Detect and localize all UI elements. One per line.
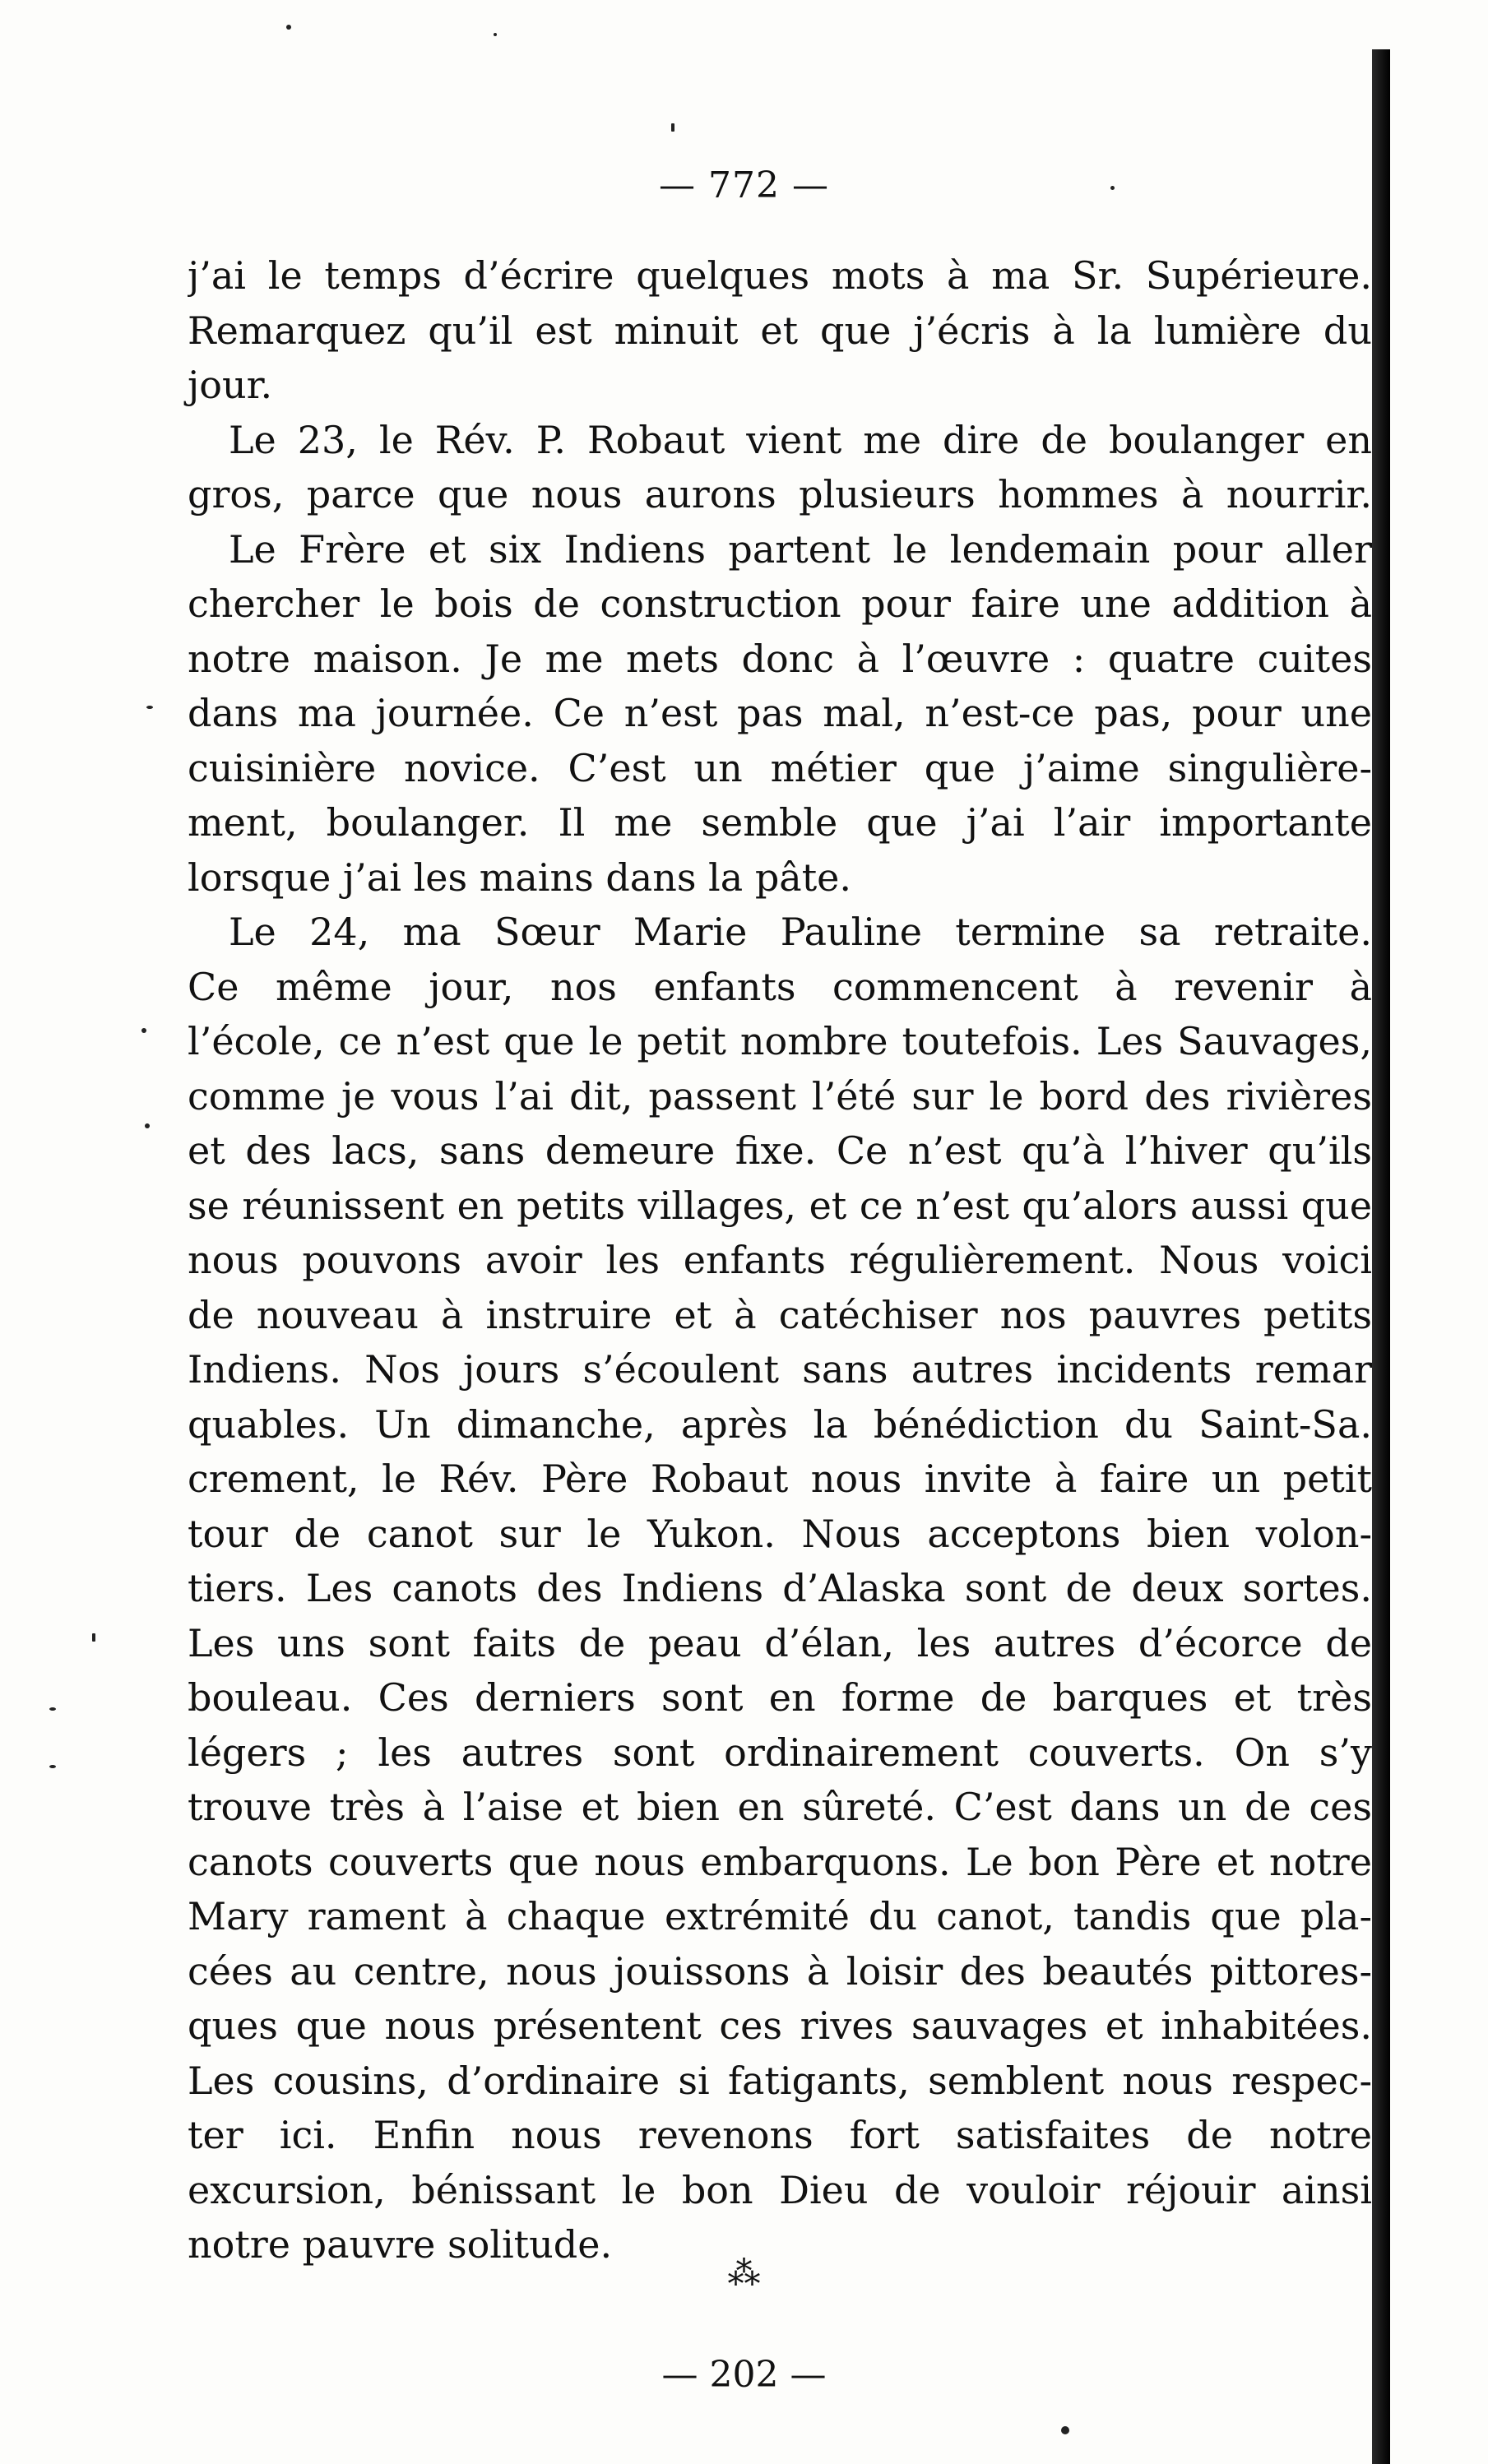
- text-line: Le 24, ma Sœur Marie Pauline termine sa retraite.: [229, 910, 1372, 954]
- text-line: légers ; les autres sont ordinairement couverts. On s’y: [188, 1730, 1372, 1775]
- text-line: et des lacs, sans demeure fixe. Ce n’est qu’à l’hiver qu’ils: [188, 1128, 1372, 1173]
- scan-speck: [92, 1633, 95, 1642]
- section-separator: ⁂: [727, 2255, 761, 2293]
- text-line: notre maison. Je me mets donc à l’œuvre : quatre cuites: [188, 636, 1372, 681]
- text-line: comme je vous l’ai dit, passent l’été sur le bord des rivières: [188, 1073, 1372, 1119]
- scan-speck: [146, 706, 153, 709]
- text-line: tour de canot sur le Yukon. Nous acceptons bien volon-: [188, 1511, 1372, 1556]
- text-line: Le Frère et six Indiens partent le lendemain pour aller: [229, 526, 1372, 572]
- scan-speck: [141, 1028, 146, 1033]
- text-line: de nouveau à instruire et à catéchiser nos pauvres petits: [188, 1292, 1372, 1337]
- text-line: Remarquez qu’il est minuit et que j’écris à la lumière du: [188, 308, 1372, 353]
- scan-speck: [145, 1123, 150, 1128]
- scan-speck: [494, 33, 497, 36]
- page-number-footer: — 202 —: [661, 2354, 827, 2396]
- text-line: quables. Un dimanche, après la bénédiction du Saint-Sa.: [188, 1401, 1372, 1447]
- text-line: trouve très à l’aise et bien en sûreté. C’est dans un de ces: [188, 1785, 1372, 1829]
- scan-speck: [671, 123, 674, 132]
- text-line: ment, boulanger. Il me semble que j’ai l’air importante: [188, 800, 1372, 845]
- text-line: Indiens. Nos jours s’écoulent sans autres incidents remar: [188, 1347, 1372, 1392]
- text-line: canots couverts que nous embarquons. Le bon Père et notre: [188, 1839, 1372, 1884]
- page-number-header: — 772 —: [659, 164, 829, 206]
- text-line: Ce même jour, nos enfants commencent à revenir à: [188, 964, 1372, 1009]
- text-line: dans ma journée. Ce n’est pas mal, n’est-ce pas, pour une: [188, 691, 1372, 735]
- text-line: j’ai le temps d’écrire quelques mots à ma Sr. Supérieure.: [188, 253, 1372, 298]
- text-line: jour.: [188, 363, 273, 407]
- scan-speck: [1061, 2426, 1069, 2434]
- text-line: lorsque j’ai les mains dans la pâte.: [188, 855, 852, 900]
- text-line: Mary rament à chaque extrémité du canot, tandis que pla-: [188, 1894, 1372, 1938]
- scan-speck: [286, 25, 291, 30]
- binding-shadow: [1372, 49, 1390, 2464]
- text-line: chercher le bois de construction pour faire une addition à: [188, 581, 1372, 626]
- text-line: bouleau. Ces derniers sont en forme de barques et très: [188, 1675, 1372, 1720]
- text-line: cuisinière novice. C’est un métier que j’aime singulière-: [188, 745, 1372, 790]
- text-line: excursion, bénissant le bon Dieu de vouloir réjouir ainsi: [188, 2167, 1372, 2212]
- text-line: cées au centre, nous jouissons à loisir des beautés pittores-: [188, 1948, 1372, 1994]
- text-line: tiers. Les canots des Indiens d’Alaska sont de deux sortes.: [188, 1566, 1372, 1610]
- text-line: ques que nous présentent ces rives sauvages et inhabitées.: [188, 2003, 1372, 2048]
- scan-speck: [49, 1765, 56, 1768]
- text-line: Les cousins, d’ordinaire si fatigants, semblent nous respec-: [188, 2058, 1372, 2103]
- body-text: [188, 248, 1372, 2272]
- text-line: ter ici. Enfin nous revenons fort satisfaites de notre: [188, 2113, 1372, 2157]
- text-line: crement, le Rév. Père Robaut nous invite à faire un petit: [188, 1457, 1372, 1501]
- text-line: Les uns sont faits de peau d’élan, les autres d’écorce de: [188, 1620, 1372, 1665]
- text-line: nous pouvons avoir les enfants régulièrement. Nous voici: [188, 1238, 1372, 1282]
- text-line: notre pauvre solitude.: [188, 2222, 613, 2267]
- scan-speck: [49, 1707, 56, 1711]
- text-line: gros, parce que nous aurons plusieurs hommes à nourrir.: [188, 472, 1372, 516]
- text-line: se réunissent en petits villages, et ce n’est qu’alors aussi que: [188, 1183, 1372, 1228]
- text-line: l’école, ce n’est que le petit nombre toutefois. Les Sauvages,: [188, 1019, 1372, 1063]
- text-line: Le 23, le Rév. P. Robaut vient me dire de boulanger en: [229, 417, 1372, 462]
